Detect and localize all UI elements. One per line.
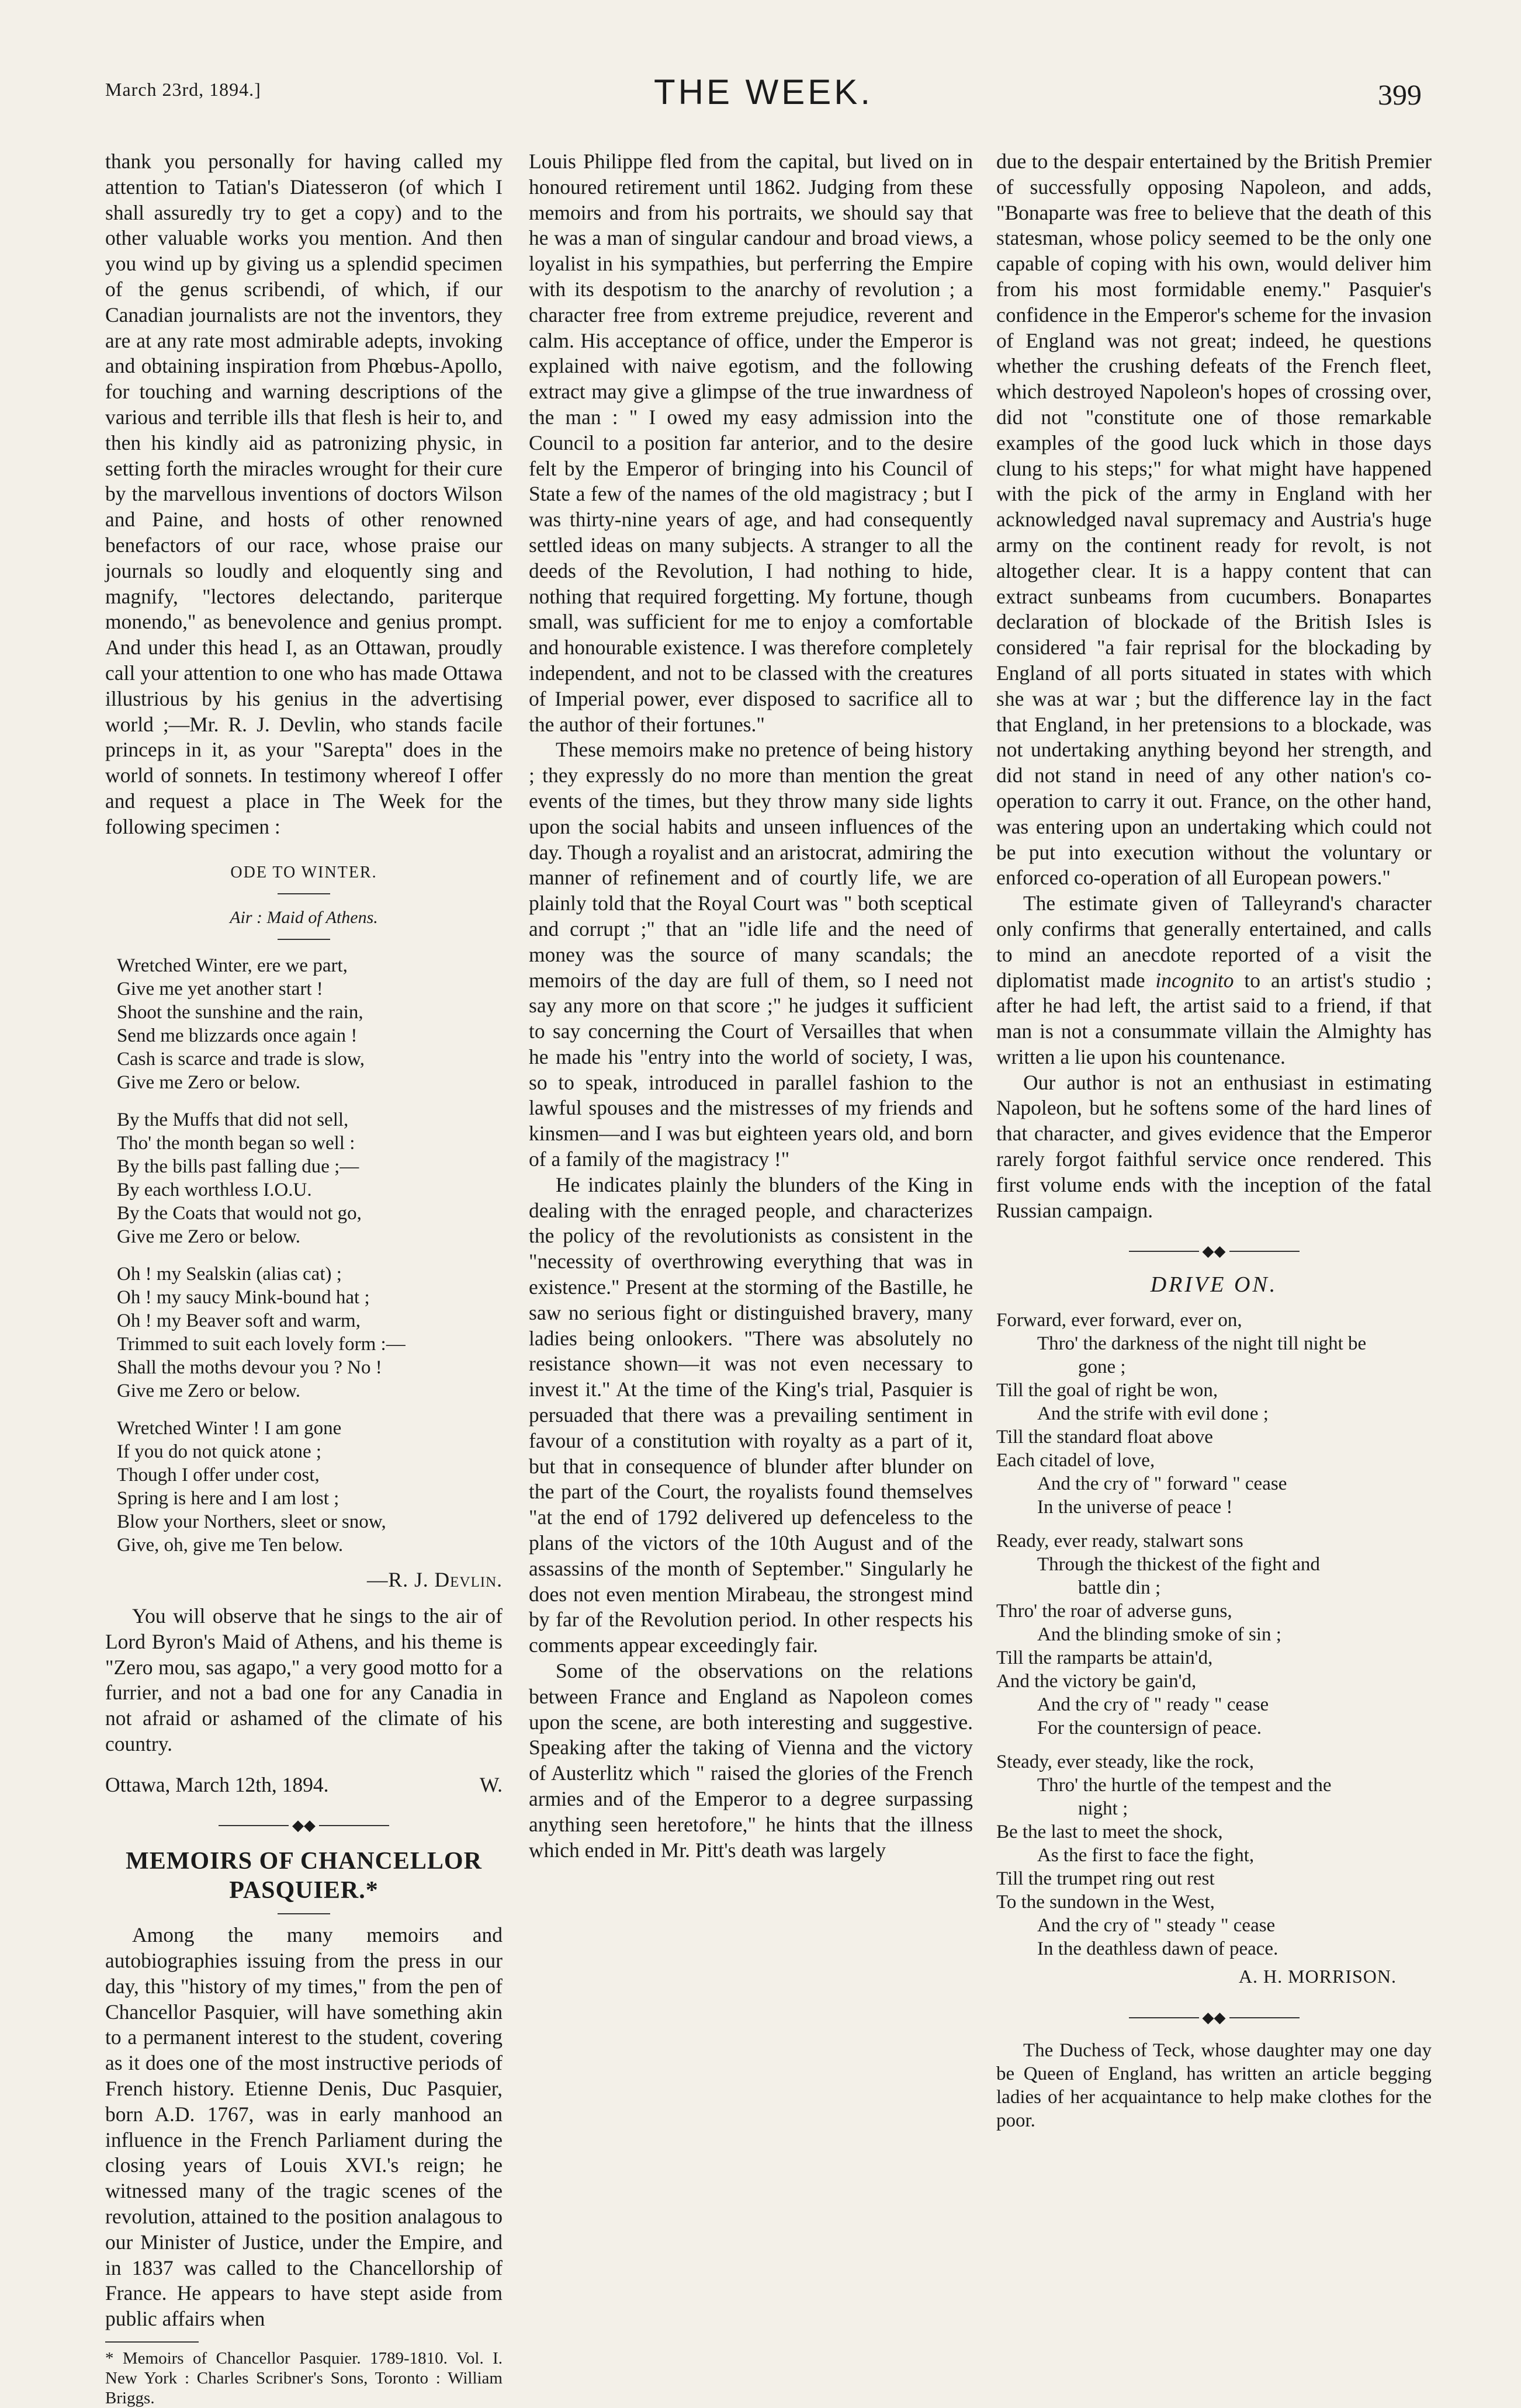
poem-author: A. H. MORRISON. bbox=[1238, 1966, 1397, 1987]
column-2 bbox=[529, 149, 973, 2170]
divider bbox=[278, 893, 330, 894]
poem-line: gone ; bbox=[1078, 1356, 1126, 1378]
poem-line: Tho' the month began so well : bbox=[117, 1133, 355, 1154]
poem-line: Give me Zero or below. bbox=[117, 1226, 300, 1248]
page-number: 399 bbox=[1378, 78, 1422, 111]
poem-line: Steady, ever steady, like the rock, bbox=[996, 1751, 1255, 1773]
poem-line: Shall the moths devour you ? No ! bbox=[117, 1357, 382, 1379]
poem-line: Ready, ever ready, stalwart sons bbox=[996, 1531, 1243, 1552]
article-paragraph: The estimate given of Talleyrand's character only confirms that generally entertained, and calls to mind an anecdote reported of a visit the diplomatist made incognito to an artist's studio ; after he had left, the artist said to a friend, if that man is not a consummate villain the Almighty has written a lie upon his countenance. bbox=[996, 891, 1432, 1068]
poem-line: Oh ! my Beaver soft and warm, bbox=[117, 1310, 361, 1332]
poem-line: Shoot the sunshine and the rain, bbox=[117, 1002, 363, 1023]
poem-line: Thro' the darkness of the night till night be bbox=[1037, 1333, 1367, 1355]
poem-line: Wretched Winter ! I am gone bbox=[117, 1418, 342, 1439]
news-note: The Duchess of Teck, whose daughter may one day be Queen of England, has written an article begging ladies of her acquaintance to help make clothes for the poor. bbox=[996, 2039, 1432, 2131]
issue-date: March 23rd, 1894.] bbox=[105, 79, 261, 100]
page-header bbox=[105, 55, 1422, 126]
poem-stanza bbox=[117, 954, 503, 1094]
poem-line: In the deathless dawn of peace. bbox=[1037, 1938, 1279, 1960]
poem-line: And the strife with evil done ; bbox=[1037, 1403, 1269, 1425]
poem-line: By the bills past falling due ;— bbox=[117, 1156, 359, 1178]
poem-line: Till the ramparts be attain'd, bbox=[996, 1647, 1213, 1669]
poem-stanzas bbox=[105, 954, 503, 1557]
poem-line: Cash is scarce and trade is slow, bbox=[117, 1049, 365, 1070]
poem-line: Be the last to meet the shock, bbox=[996, 1821, 1223, 1843]
poem-line: Till the standard float above bbox=[996, 1427, 1213, 1448]
poem-line: To the sundown in the West, bbox=[996, 1892, 1215, 1913]
poem-line: Thro' the hurtle of the tempest and the bbox=[1037, 1775, 1332, 1796]
poem-line: Oh ! my saucy Mink-bound hat ; bbox=[117, 1287, 370, 1309]
letter-text: thank you personally for having called my attention to Tatian's Diatesseron (of which I shall assuredly try to get a copy) and to the other valuable works you mention. And then you wind up by giving us a splendid specimen of the genus scribendi, of which, if our Canadian journalists are not the inventors, they are at any rate most admirable adepts, invoking and obtaining inspiration from Phœbus-Apollo, for touching and warning descriptions of the various and terrible ills that flesh is heir to, and then his kindly aid as patronizing physic, in setting forth the miracles wrought for their cure by the marvellous inventions of doctors Wilson and Paine, and hosts of other renowned benefactors of our race, whose praise our journals so loudly and eloquently sing and magnify, "lectores delectando, pariterque monendo," as benevolence and genius prompt. And under this head I, as an Ottawan, proudly call your attention to one who has made Ottawa illustrious by his genius in the advertising world ;—Mr. R. J. Devlin, who stands facile princeps in it, as your "Sarepta" does in the world of sonnets. In testimony whereof I offer and request a place in The Week for the following specimen : bbox=[105, 150, 503, 838]
poem-line: By the Coats that would not go, bbox=[117, 1203, 362, 1224]
article-paragraph: Louis Philippe fled from the capital, but lived on in honoured retirement until 1862. Judging from these memoirs and from his portraits, we should say that he was a man of singular candour and broad views, a loyalist in his sympathies, but perferring the Empire with its despotism to the anarchy of revolution ; a character free from extreme prejudice, reverent and calm. His acceptance of office, under the Emperor is explained with naive egotism, and the following extract may give a glimpse of the true inwardness of the man : " I owed my easy admission into the Council to a position far anterior, and to the desire felt by the Emperor of bringing into his Council of State a few of the names of the old magistracy ; but I was thirty-nine years of age, and had consequently settled ideas on many subjects. A stranger to all the deeds of the Revolution, I had nothing to hide, nothing that required forgetting. My fortune, though small, was sufficient for me to enjoy a comfortable and honourable existence. I was therefore completely independent, and not to be classed with the creatures of Imperial power, ever disposed to sacrifice all to the author of their fortunes." bbox=[529, 150, 973, 736]
poem-line: Give, oh, give me Ten below. bbox=[117, 1535, 344, 1556]
poem-line: And the cry of " forward " cease bbox=[1037, 1473, 1287, 1495]
poem-line: Till the goal of right be won, bbox=[996, 1380, 1218, 1401]
article-paragraph: These memoirs make no pretence of being history ; they expressly do no more than mention the great events of the times, but they throw many side lights upon the social habits and unseen influences of the day. Though a royalist and an aristocrat, admiring the manner of refinement and of courtly life, we are plainly told that the Royal Court was " both sceptical and corrupt ;" that an "idle life and the need of money was the source of many scandals; the memoirs of the day are full of them, so I need not say any more on that score ;" he judges it sufficient to say concerning the Court of Versailles that when he made his "entry into the world of society, I was, so to speak, introduced in parallel fashion to the lawful spouses and the mistresses of my friends and kinsmen—and I was but eighteen years old, and born of a family of the magistracy !" bbox=[529, 738, 973, 1171]
poem-line: Thro' the roar of adverse guns, bbox=[996, 1601, 1232, 1622]
poem-line: And the cry of " steady " cease bbox=[1037, 1915, 1276, 1937]
poem-line: battle din ; bbox=[1078, 1577, 1161, 1599]
poem-stanza bbox=[996, 1309, 1432, 1519]
poem-line: Through the thickest of the fight and bbox=[1037, 1554, 1320, 1576]
poem-line: Give me Zero or below. bbox=[117, 1072, 300, 1094]
poem-line: For the countersign of peace. bbox=[1037, 1717, 1262, 1739]
poem-line: Give me yet another start ! bbox=[117, 979, 323, 1000]
dateline bbox=[105, 1772, 503, 1798]
article-paragraph: due to the despair entertained by the British Premier of successfully opposing Napoleon, and adds, "Bonaparte was free to believe that the death of this statesman, whose policy seemed to be the only one capable of coping with his own, would deliver him from his most formidable enemy." Pasquier's confidence in the Emperor's scheme for the invasion of England was not great; indeed, he questions whether the crushing defeats of the French fleet, which destroyed Napoleon's hopes of crossing over, did not "constitute one of those remarkable examples of the good luck which in those days clung to his steps;" for what might have happened with the pick of the army in England with her acknowledged naval supremacy and Austria's huge army on the continent ready for revolt, is not altogether clear. It is a happy content that can extract sunbeams from cucumbers. Bonapartes declaration of blockade of the British Isles is considered "a fair reprisal for the blockading by England of all ports situated in states with which she was at war ; but the difference lay in the fact that England, in her pretensions to a blockade, was not undertaking anything beyond her strength, and did not stand in need of any other nation's co-operation to carry it out. France, on the other hand, was entering upon an undertaking which could not be put into execution without the voluntary or enforced co-operation of all European powers." bbox=[996, 150, 1432, 890]
article-paragraph: He indicates plainly the blunders of the King in dealing with the enraged people, and characterizes the policy of the revolutionists as consistent in the "necessity of overthrowing everything that was in existence." Present at the storming of the Bastille, he saw no serious fight or distinguished bravery, many ladies being onlookers. "There was absolutely no resistance shown—it was not even necessary to invest it." At the time of the King's trial, Pasquier is persuaded that there was a prevailing sentiment in favour of a constitution with royalty as a part of it, but that in consequence of blunder after blunder on the part of the Court, the royalists found themselves "at the end of 1792 delivered up defenceless to the plans of the victors of the 10th August and of the assassins of the month of September." Singularly he does not even mention Mirabeau, the strongest mind by far of the Revolution period. In other respects his comments appear exceedingly fair. bbox=[529, 1172, 973, 1657]
divider bbox=[278, 1913, 330, 1914]
poem-line: Wretched Winter, ere we part, bbox=[117, 955, 348, 977]
dateline-place: Ottawa, March 12th, 1894. bbox=[105, 1772, 329, 1796]
poem-line: By each worthless I.O.U. bbox=[117, 1179, 312, 1201]
poem-line: And the cry of " ready " cease bbox=[1037, 1694, 1269, 1716]
column-3 bbox=[996, 149, 1432, 2170]
article-title: MEMOIRS OF CHANCELLOR PASQUIER.* bbox=[126, 1848, 482, 1904]
poem-line: Till the trumpet ring out rest bbox=[996, 1868, 1215, 1890]
poem-line: And the blinding smoke of sin ; bbox=[1037, 1624, 1281, 1646]
poem-line: Each citadel of love, bbox=[996, 1450, 1155, 1472]
poem-line: Give me Zero or below. bbox=[117, 1380, 300, 1402]
section-ornament: ◆◆ bbox=[996, 2005, 1432, 2031]
article-paragraph: Among the many memoirs and autobiographies issuing from the press in our day, this "history of my times," from the pen of Chancellor Pasquier, will have something akin to a permanent interest to the student, covering as it does one of the most instructive periods of French history. Etienne Denis, Duc Pasquier, born A.D. 1767, was in early manhood an influence in the French Parliament during the closing years of Louis XVI.'s reign; he witnessed many of the tragic scenes of the revolution, attained to the position analagous to our Minister of Justice, under the Empire, and in 1837 was called to the Chancellorship of France. He appears to have stept aside from public affairs when bbox=[105, 1923, 503, 2331]
footnote: * Memoirs of Chancellor Pasquier. 1789-1810. Vol. I. New York : Charles Scribner's Sons, Toronto : William Briggs. bbox=[105, 2349, 503, 2408]
poem-stanza bbox=[117, 1417, 503, 1557]
poem-line: Oh ! my Sealskin (alias cat) ; bbox=[117, 1264, 342, 1285]
masthead-title: THE WEEK. bbox=[653, 72, 874, 112]
section-ornament: ◆◆ bbox=[996, 1238, 1432, 1264]
poem-line: As the first to face the fight, bbox=[1037, 1845, 1255, 1866]
poem-stanza bbox=[996, 1750, 1432, 1961]
poem-line: Trimmed to suit each lovely form :— bbox=[117, 1334, 406, 1355]
poem-line: Forward, ever forward, ever on, bbox=[996, 1310, 1242, 1331]
poem-line: Spring is here and I am lost ; bbox=[117, 1488, 339, 1510]
poem-line: Send me blizzards once again ! bbox=[117, 1025, 358, 1047]
poem-title: DRIVE ON. bbox=[1150, 1272, 1278, 1297]
article-paragraph: Some of the observations on the relations between France and England as Napoleon comes upon the scene, are both interesting and suggestive. Speaking after the taking of Vienna and the victory of Austerlitz which " raised the glories of the French armies and of the Emperor to a degree surpassing anything seen heretofore," he hints that the illness which ended in Mr. Pitt's death was largely bbox=[529, 1659, 973, 1862]
poem-air: Air : Maid of Athens. bbox=[230, 908, 378, 928]
poem-title: ODE TO WINTER. bbox=[230, 863, 377, 882]
letter-closing: You will observe that he sings to the air of Lord Byron's Maid of Athens, and his theme is "Zero mou, sas agapo," a very good motto for a furrier, and not a bad one for any Canadia in not afraid or ashamed of the climate of his country. bbox=[105, 1604, 503, 1755]
divider bbox=[278, 939, 330, 940]
section-ornament: ◆◆ bbox=[105, 1813, 503, 1838]
poem-stanza bbox=[117, 1262, 503, 1403]
poem-line: Blow your Northers, sleet or snow, bbox=[117, 1511, 386, 1533]
poem-line: If you do not quick atone ; bbox=[117, 1441, 322, 1463]
column-1 bbox=[105, 149, 503, 2408]
footnote-rule bbox=[105, 2341, 199, 2343]
poem-stanza bbox=[996, 1529, 1432, 1740]
poem-line: Though I offer under cost, bbox=[117, 1465, 320, 1486]
dateline-signature: W. bbox=[479, 1772, 503, 1796]
poem-verses bbox=[996, 1309, 1432, 1961]
poem-line: In the universe of peace ! bbox=[1037, 1497, 1233, 1518]
poem-line: And the victory be gain'd, bbox=[996, 1671, 1197, 1692]
article-paragraph: Our author is not an enthusiast in estimating Napoleon, but he softens some of the hard lines of that character, and gives evidence that the Emperor rarely forgot faithful service once rendered. This first volume ends with the inception of the fatal Russian campaign. bbox=[996, 1070, 1432, 1222]
poem-line: By the Muffs that did not sell, bbox=[117, 1109, 349, 1131]
poem-stanza bbox=[117, 1108, 503, 1248]
poem-author: —R. J. Devlin. bbox=[367, 1568, 503, 1592]
poem-line: night ; bbox=[1078, 1798, 1128, 1820]
